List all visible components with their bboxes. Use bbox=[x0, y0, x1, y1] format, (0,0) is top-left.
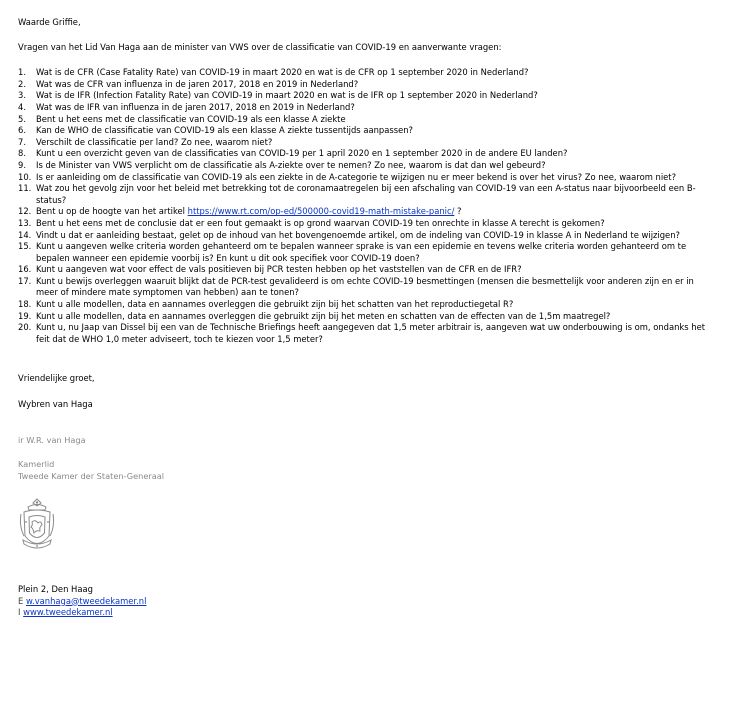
item-text-after: ? bbox=[454, 206, 462, 217]
signature-role: Kamerlid bbox=[18, 459, 55, 470]
signature-name: ir W.R. van Haga bbox=[18, 434, 86, 445]
item-text: Bent u het eens met de conclusie dat er een fout gemaakt is op grond waarvan COVID-19 ten onrechte in klasse A terecht is gekomen? bbox=[36, 217, 605, 228]
item-number: 9. bbox=[18, 159, 26, 170]
signature-org: Tweede Kamer der Staten-Generaal bbox=[18, 470, 165, 481]
list-item bbox=[18, 125, 711, 137]
item-text: Kunt u alle modellen, data en aannames overleggen die gebruikt zijn bij het schatten van het reproductiegetal R? bbox=[36, 299, 514, 310]
questions-list bbox=[18, 67, 718, 345]
list-item bbox=[18, 67, 711, 79]
list-item bbox=[18, 90, 711, 102]
article-link[interactable]: https://www.rt.com/op-ed/500000-covid19-math-mistake-panic/ bbox=[187, 206, 455, 217]
item-number: 6. bbox=[18, 125, 26, 136]
item-number: 18. bbox=[18, 299, 32, 310]
item-number: 15. bbox=[18, 241, 32, 252]
item-number: 13. bbox=[18, 217, 32, 228]
list-item bbox=[18, 276, 711, 299]
item-number: 17. bbox=[18, 275, 32, 286]
list-item bbox=[18, 102, 711, 114]
item-number: 5. bbox=[18, 113, 26, 124]
item-text: Wat is de CFR (Case Fatality Rate) van COVID-19 in maart 2020 en wat is de CFR op 1 september 2020 in Nederland? bbox=[36, 67, 529, 78]
item-text: Vindt u dat er aanleiding bestaat, gelet op de inhoud van het bovengenoemde artikel, om de indeling van COVID-19 in klasse A in Nederland te wijzigen? bbox=[36, 229, 680, 240]
signer-name: Wybren van Haga bbox=[18, 399, 93, 410]
item-text: Kan de WHO de classificatie van COVID-19 als een klasse A ziekte tussentijds aanpassen? bbox=[36, 125, 413, 136]
item-text: Kunt u bewijs overleggen waaruit blijkt dat de PCR-test gevalideerd is om echte COVID-19 besmettingen (mensen die besmettelijk voor anderen zijn en er in meer of mindere mate symptomen van hebben) aan te tonen? bbox=[36, 275, 694, 298]
web-row bbox=[18, 607, 718, 619]
item-number: 19. bbox=[18, 310, 32, 321]
list-item bbox=[18, 311, 711, 323]
item-text: Is er aanleiding om de classificatie van COVID-19 als een ziekte in de A-categorie te wijzigen nu er meer bekend is over het virus? Zo nee, waarom niet? bbox=[36, 171, 677, 182]
list-item bbox=[18, 264, 711, 276]
item-number: 3. bbox=[18, 90, 26, 101]
item-number: 11. bbox=[18, 183, 32, 194]
email-row bbox=[18, 596, 718, 608]
list-item bbox=[18, 322, 711, 345]
item-text: Wat was de IFR van influenza in de jaren 2017, 2018 en 2019 in Nederland? bbox=[36, 101, 355, 112]
contact-block bbox=[18, 584, 718, 619]
item-number: 2. bbox=[18, 78, 26, 89]
item-number: 4. bbox=[18, 101, 26, 112]
list-item bbox=[18, 230, 711, 242]
email-prefix: E bbox=[18, 595, 24, 606]
parliament-crest-icon bbox=[18, 496, 56, 560]
item-number: 10. bbox=[18, 171, 32, 182]
list-item bbox=[18, 206, 711, 218]
list-item bbox=[18, 218, 711, 230]
signature-block bbox=[18, 435, 718, 483]
item-number: 7. bbox=[18, 136, 26, 147]
address: Plein 2, Den Haag bbox=[18, 584, 93, 594]
item-text: Wat was de CFR van influenza in de jaren 2017, 2018 en 2019 in Nederland? bbox=[36, 78, 359, 89]
list-item bbox=[18, 172, 711, 184]
item-text: Verschilt de classificatie per land? Zo nee, waarom niet? bbox=[36, 136, 273, 147]
list-item bbox=[18, 79, 711, 91]
list-item bbox=[18, 137, 711, 149]
item-text: Kunt u alle modellen, data en aannames overleggen die gebruikt zijn bij het meten en schatten van de effecten van de 1,5m maatregel? bbox=[36, 310, 611, 321]
item-text: Kunt u aangeven welke criteria worden gehanteerd om te bepalen wanneer sprake is van een epidemie en tevens welke criteria worden gehanteerd om te bepalen wanneer een epidemie voorbij is? En kunt u dit ook specifiek voor COVID-19 doen? bbox=[36, 241, 687, 263]
website-link[interactable]: www.tweedekamer.nl bbox=[23, 607, 113, 618]
item-text-before: Bent u op de hoogte van het artikel bbox=[36, 206, 188, 217]
list-item bbox=[18, 114, 711, 126]
intro-text: Vragen van het Lid Van Haga aan de minister van VWS over de classificatie van COVID-19 en aanverwante vragen: bbox=[18, 41, 502, 52]
list-item bbox=[18, 183, 711, 206]
greeting: Waarde Griffie, bbox=[18, 17, 81, 27]
item-text: Wat is de IFR (Infection Fatality Rate) van COVID-19 in maart 2020 en wat is de IFR op 1 september 2020 in Nederland? bbox=[36, 90, 538, 101]
item-text: Bent u het eens met de classificatie van COVID-19 als een klasse A ziekte bbox=[36, 113, 346, 124]
list-item bbox=[18, 241, 711, 264]
item-number: 8. bbox=[18, 148, 26, 159]
list-item bbox=[18, 160, 711, 172]
list-item bbox=[18, 299, 711, 311]
list-item bbox=[18, 148, 711, 160]
item-number: 12. bbox=[18, 206, 32, 217]
item-number: 20. bbox=[18, 322, 32, 333]
item-text: Kunt u aangeven wat voor effect de vals positieven bij PCR testen hebben op het vaststellen van de CFR en de IFR? bbox=[36, 264, 522, 275]
item-number: 14. bbox=[18, 229, 32, 240]
email-link[interactable]: w.vanhaga@tweedekamer.nl bbox=[25, 595, 147, 606]
item-text: Wat zou het gevolg zijn voor het beleid met betrekking tot de coronamaatregelen bij een afschaling van COVID-19 van een A-status naar bijvoorbeeld een B-status? bbox=[36, 183, 696, 205]
item-number: 16. bbox=[18, 264, 32, 275]
item-text: Kunt u, nu Jaap van Dissel bij een van de Technische Briefings heeft aangegeven dat 1,5 meter arbitrair is, aangeven wat uw onderbouwing is om, ondanks het feit dat de WHO 1,0 meter adviseert, toch te kiezen voor 1,5 meter? bbox=[36, 322, 706, 344]
web-prefix: I bbox=[18, 607, 21, 618]
email-body bbox=[18, 17, 718, 619]
item-text: Kunt u een overzicht geven van de classificaties van COVID-19 per 1 april 2020 en 1 september 2020 in de andere EU landen? bbox=[36, 148, 568, 159]
item-number: 1. bbox=[18, 67, 26, 78]
closing: Vriendelijke groet, bbox=[18, 373, 95, 384]
item-text: Is de Minister van VWS verplicht om de classificatie als A-ziekte over te nemen? Zo nee, waarom is dat dan wel gebeurd? bbox=[36, 159, 546, 170]
